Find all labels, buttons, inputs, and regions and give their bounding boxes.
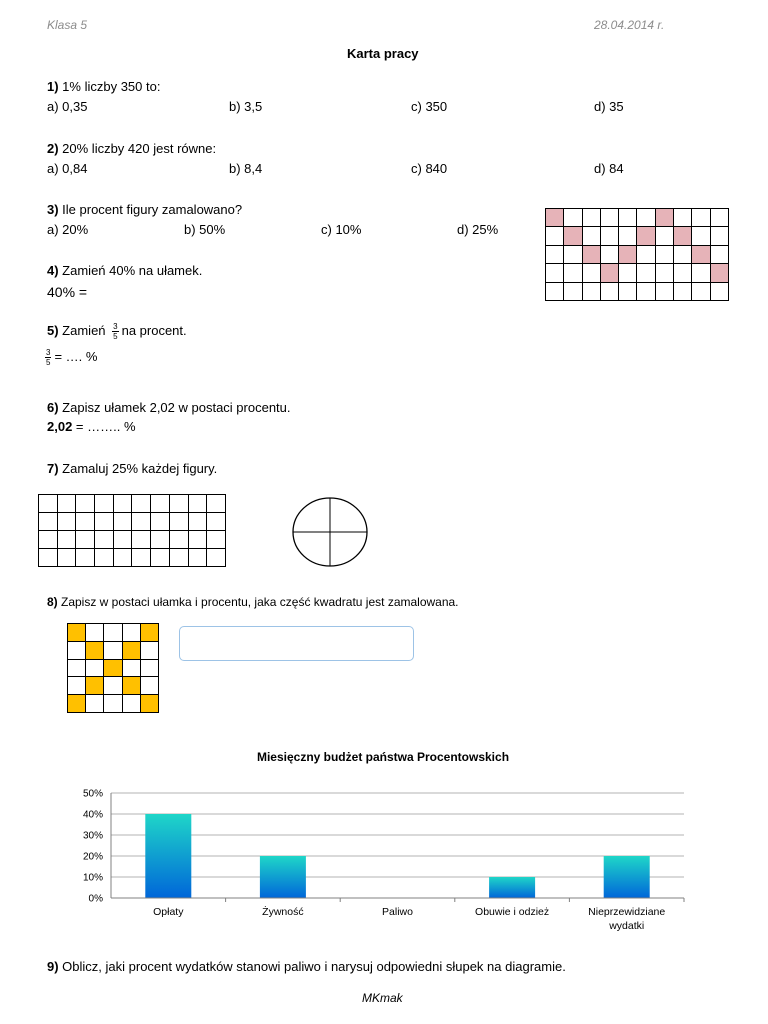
grid-cell [86,695,104,713]
grid-row [68,624,159,642]
grid-cell [113,513,132,531]
q5-answer-line [45,348,97,367]
grid-cell [655,227,673,245]
grid-cell [140,677,158,695]
answer-text: = …….. % [72,419,136,434]
grid-cell [582,282,600,300]
grid-cell [692,209,710,227]
grid-row [39,549,226,567]
question-number: 6) [47,400,59,415]
grid-cell [104,641,122,659]
x-tick-label: Żywność [262,906,304,918]
question-text: 1% liczby 350 to: [58,79,161,94]
grid-cell [151,549,170,567]
q7-circle-figure [291,496,369,568]
grid-cell [619,227,637,245]
grid-cell [564,209,582,227]
chart-title: Miesięczny budżet państwa Procentowskich [256,750,510,764]
question-1 [47,79,160,94]
grid-cell [132,531,151,549]
grid-cell [104,624,122,642]
grid-row [546,245,729,263]
q3-figure-grid [545,208,729,301]
grid-cell [122,695,140,713]
question-text: Zamień 40% na ułamek. [58,263,203,278]
grid-cell [637,209,655,227]
grid-cell [619,209,637,227]
footer-author: MKmak [362,991,403,1005]
y-tick-label: 40% [82,809,103,821]
grid-cell [692,282,710,300]
q6-answer-line [47,419,136,434]
grid-cell [207,531,226,549]
grid-cell [692,245,710,263]
y-tick-label: 0% [88,893,103,905]
grid-cell [564,264,582,282]
grid-cell [95,549,114,567]
grid-cell [132,495,151,513]
grid-cell [188,549,207,567]
question-number: 4) [47,263,59,278]
grid-row [39,495,226,513]
grid-cell [169,549,188,567]
question-text: Zamień [58,322,110,338]
q1-option-c: c) 350 [411,99,448,114]
grid-cell [188,495,207,513]
question-9 [47,959,566,974]
grid-cell [619,264,637,282]
grid-cell [57,513,76,531]
grid-cell [169,513,188,531]
grid-cell [57,495,76,513]
question-text: Zapisz ułamek 2,02 w postaci procentu. [58,400,291,415]
grid-cell [122,641,140,659]
question-number: 2) [47,141,59,156]
question-number: 5) [47,322,59,338]
grid-cell [104,659,122,677]
answer-number: 2,02 [47,419,73,434]
question-5 [47,322,187,341]
q1-option-a: a) 0,35 [47,99,88,114]
grid-row [68,695,159,713]
grid-cell [564,227,582,245]
grid-cell [637,264,655,282]
grid-cell [600,227,618,245]
grid-cell [169,531,188,549]
grid-cell [122,624,140,642]
grid-cell [564,245,582,263]
fraction-denominator: 5 [113,332,118,341]
grid-cell [655,264,673,282]
fraction-numerator: 3 [46,348,51,357]
y-tick-label: 10% [82,872,103,884]
grid-cell [76,495,95,513]
grid-row [39,531,226,549]
question-number: 3) [47,202,59,217]
question-text: 20% liczby 420 jest równe: [58,141,217,156]
grid-cell [674,264,692,282]
grid-cell [600,209,618,227]
grid-cell [151,531,170,549]
grid-cell [140,624,158,642]
grid-cell [564,282,582,300]
grid-cell [39,549,58,567]
q8-answer-box[interactable] [179,626,414,661]
grid-cell [710,264,728,282]
grid-cell [207,549,226,567]
grid-cell [619,245,637,263]
grid-row [68,677,159,695]
grid-cell [546,209,564,227]
grid-cell [710,282,728,300]
grid-cell [68,659,86,677]
grid-cell [582,245,600,263]
question-6 [47,400,291,415]
grid-row [546,282,729,300]
grid-cell [674,209,692,227]
grid-cell [674,245,692,263]
y-tick-label: 20% [82,851,103,863]
q7-rectangle-grid [38,494,226,567]
fraction [112,322,118,341]
question-number: 7) [47,461,59,476]
fraction-numerator: 3 [113,322,118,331]
x-tick-label: Nieprzewidziane [588,906,666,918]
question-text-end: na procent. [121,322,187,338]
question-3 [47,202,242,217]
q4-answer-line: 40% = [47,284,88,300]
grid-cell [674,227,692,245]
question-7 [47,461,217,476]
grid-cell [122,677,140,695]
q3-option-a: a) 20% [47,222,89,237]
grid-cell [151,495,170,513]
q8-square-grid [67,623,159,713]
grid-cell [188,531,207,549]
question-text: Ile procent figury zamalowano? [58,202,243,217]
grid-cell [86,641,104,659]
grid-cell [188,513,207,531]
y-tick-label: 50% [82,788,103,800]
grid-cell [582,264,600,282]
grid-cell [151,513,170,531]
grid-cell [582,227,600,245]
question-4 [47,263,202,278]
grid-cell [637,227,655,245]
grid-cell [104,695,122,713]
grid-cell [600,264,618,282]
q2-option-d: d) 84 [594,161,624,176]
grid-cell [674,282,692,300]
grid-cell [637,245,655,263]
grid-cell [68,624,86,642]
page-title: Karta pracy [347,46,419,61]
grid-cell [582,209,600,227]
grid-cell [104,677,122,695]
grid-cell [132,513,151,531]
grid-cell [113,549,132,567]
grid-cell [710,227,728,245]
grid-cell [113,495,132,513]
question-number: 8) [47,595,58,609]
q1-option-d: d) 35 [594,99,624,114]
grid-cell [655,282,673,300]
question-text: Zamaluj 25% każdej figury. [58,461,218,476]
q3-option-b: b) 50% [184,222,226,237]
grid-cell [637,282,655,300]
fraction-denominator: 5 [46,358,51,367]
grid-cell [710,245,728,263]
question-number: 1) [47,79,59,94]
grid-cell [655,209,673,227]
grid-cell [600,245,618,263]
grid-cell [600,282,618,300]
class-label: Klasa 5 [47,18,88,32]
grid-cell [140,641,158,659]
question-text: Zapisz w postaci ułamka i procentu, jaka część kwadratu jest zamalowana. [57,595,459,609]
grid-cell [39,495,58,513]
x-tick-label: Obuwie i odzież [475,906,550,918]
bar [604,856,650,898]
y-tick-label: 30% [82,830,103,842]
x-tick-label: wydatki [609,920,645,932]
q2-option-a: a) 0,84 [47,161,88,176]
q3-option-c: c) 10% [321,222,362,237]
grid-cell [122,659,140,677]
grid-cell [546,282,564,300]
grid-cell [57,549,76,567]
grid-cell [95,531,114,549]
q2-option-b: b) 8,4 [229,161,263,176]
grid-cell [76,531,95,549]
question-8 [47,595,459,609]
grid-cell [207,513,226,531]
question-text: Oblicz, jaki procent wydatków stanowi paliwo i narysuj odpowiedni słupek na diagramie. [58,959,566,974]
grid-cell [57,531,76,549]
grid-row [546,264,729,282]
fraction [45,348,51,367]
question-number: 9) [47,959,59,974]
grid-cell [76,549,95,567]
grid-cell [86,677,104,695]
grid-cell [546,245,564,263]
grid-cell [692,264,710,282]
budget-chart [60,740,720,940]
grid-cell [710,209,728,227]
grid-cell [207,495,226,513]
grid-cell [546,264,564,282]
x-tick-label: Opłaty [153,906,184,918]
q3-option-d: d) 25% [457,222,499,237]
grid-cell [95,513,114,531]
grid-cell [692,227,710,245]
x-tick-label: Paliwo [382,906,413,918]
grid-cell [546,227,564,245]
grid-cell [68,677,86,695]
grid-cell [68,641,86,659]
question-2 [47,141,216,156]
bar [260,856,306,898]
date-label: 28.04.2014 r. [594,18,665,32]
answer-text: = …. % [54,348,98,364]
q2-option-c: c) 840 [411,161,448,176]
grid-cell [39,513,58,531]
bar [145,814,191,898]
grid-cell [140,695,158,713]
grid-row [546,227,729,245]
bar [489,877,535,898]
grid-cell [68,695,86,713]
grid-cell [655,245,673,263]
grid-cell [140,659,158,677]
q1-option-b: b) 3,5 [229,99,263,114]
grid-cell [86,624,104,642]
grid-cell [86,659,104,677]
grid-cell [132,549,151,567]
grid-row [68,659,159,677]
grid-cell [169,495,188,513]
grid-row [39,513,226,531]
grid-cell [76,513,95,531]
grid-row [68,641,159,659]
grid-cell [95,495,114,513]
grid-cell [113,531,132,549]
grid-cell [39,531,58,549]
grid-cell [619,282,637,300]
grid-row [546,209,729,227]
